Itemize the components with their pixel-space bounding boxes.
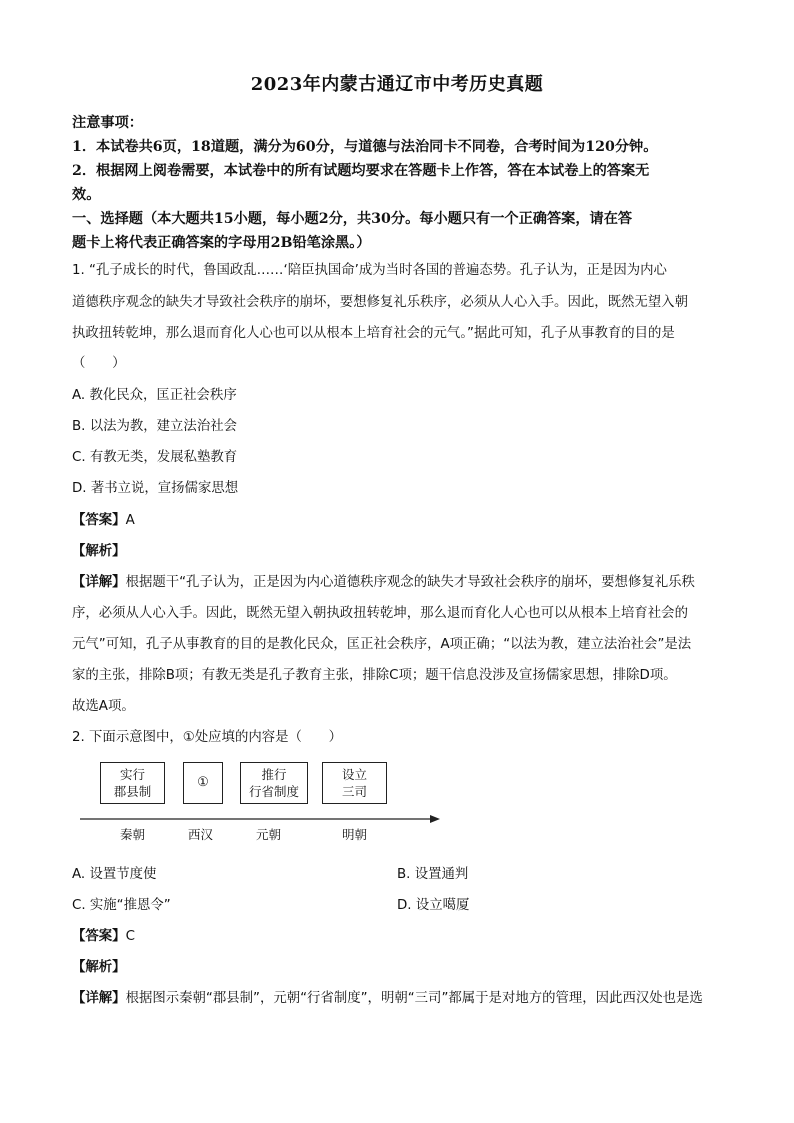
q1-answer-value: A [125, 513, 135, 528]
q2-detail-line-1: 【详解】根据图示秦朝“郡县制”，元朝“行省制度”，明朝“三司”都属于是对地方的管理，因此西汉处也是选 [72, 991, 703, 1006]
q1-detail-line-1: 【详解】根据题干“孔子认为，正是因为内心道德秩序观念的缺失才导致社会秩序的崩坏，要想修复礼乐秩 [72, 575, 695, 590]
q2-option-b: B. 设置通判 [397, 867, 469, 882]
section-heading-line-2: 题卡上将代表正确答案的字母用2B铅笔涂黑。） [72, 235, 371, 251]
q2-timeline-diagram [78, 757, 448, 852]
q1-stem-line-3: 执政扭转乾坤，那么退而育化人心也可以从根本上培育社会的元气。”据此可知，孔子从事教育的目的是 [72, 326, 675, 341]
q1-stem-line-2: 道德秩序观念的缺失才导致社会秩序的崩坏，要想修复礼乐秩序，必须从人心入手。因此，既然无望入朝 [72, 295, 688, 310]
diagram-box-ming: 设立 三司 [322, 762, 387, 804]
q2-detail-tag: 【详解】 [72, 991, 126, 1006]
era-label-xihan: 西汉 [188, 827, 214, 842]
q1-stem-line-1: 1. “孔子成长的时代，鲁国政乱……‘陪臣执国命’成为当时各国的普遍态势。孔子认为，正是因为内心 [72, 263, 667, 278]
q1-detail-line-2: 序，必须从人心入手。因此，既然无望入朝执政扭转乾坤，那么退而育化人心也可以从根本上培育社会的 [72, 606, 688, 621]
q1-detail-tag: 【详解】 [72, 575, 126, 590]
q2-answer-tag: 【答案】 [72, 929, 126, 944]
q2-stem: 2. 下面示意图中，①处应填的内容是（ ） [72, 730, 343, 745]
q1-analysis-tag: 【解析】 [72, 544, 126, 559]
q2-analysis-tag: 【解析】 [72, 960, 126, 975]
q1-detail-line-3: 元气”可知，孔子从事教育的目的是教化民众，匡正社会秩序，A项正确；“以法为教，建立法治社会”是法 [72, 637, 692, 652]
notice-item-2-line-2: 效。 [72, 187, 101, 203]
notice-item-1: 1．本试卷共6页，18道题，满分为60分，与道德与法治同卡不同卷，合考时间为120分钟。 [72, 139, 658, 155]
page-title: 2023年内蒙古通辽市中考历史真题 [250, 74, 544, 95]
diagram-box-qin: 实行 郡县制 [100, 762, 165, 804]
q2-option-d: D. 设立噶厦 [397, 898, 470, 913]
q2-option-a: A. 设置节度使 [72, 867, 157, 882]
q1-option-d: D. 著书立说，宣扬儒家思想 [72, 481, 239, 496]
q1-detail-line-5: 故选A项。 [72, 699, 135, 714]
notice-item-2-line-1: 2．根据网上阅卷需要，本试卷中的所有试题均要求在答题卡上作答，答在本试卷上的答案无 [72, 163, 650, 179]
q1-option-a: A. 教化民众，匡正社会秩序 [72, 388, 237, 403]
q2-answer [72, 925, 732, 944]
q1-answer [72, 509, 732, 528]
diagram-box-yuan: 推行 行省制度 [240, 762, 308, 804]
q1-option-b: B. 以法为教，建立法治社会 [72, 419, 237, 434]
diagram-box-blank: ① [183, 762, 223, 804]
q1-option-c: C. 有教无类，发展私塾教育 [72, 450, 238, 465]
q2-answer-value: C [125, 929, 135, 944]
q1-answer-tag: 【答案】 [72, 513, 126, 528]
era-label-qin: 秦朝 [120, 827, 146, 842]
era-label-ming: 明朝 [342, 827, 368, 842]
q2-option-c: C. 实施“推恩令” [72, 898, 171, 913]
section-heading-line-1: 一、选择题（本大题共15小题，每小题2分，共30分。每小题只有一个正确答案，请在答 [72, 211, 633, 227]
notice-heading: 注意事项： [72, 115, 143, 131]
q1-stem-line-4: （ ） [72, 356, 126, 371]
q1-detail-line-4: 家的主张，排除B项；有教无类是孔子教育主张，排除C项；题干信息没涉及宣扬儒家思想，排除D项。 [72, 668, 677, 683]
era-label-yuan: 元朝 [256, 827, 282, 842]
